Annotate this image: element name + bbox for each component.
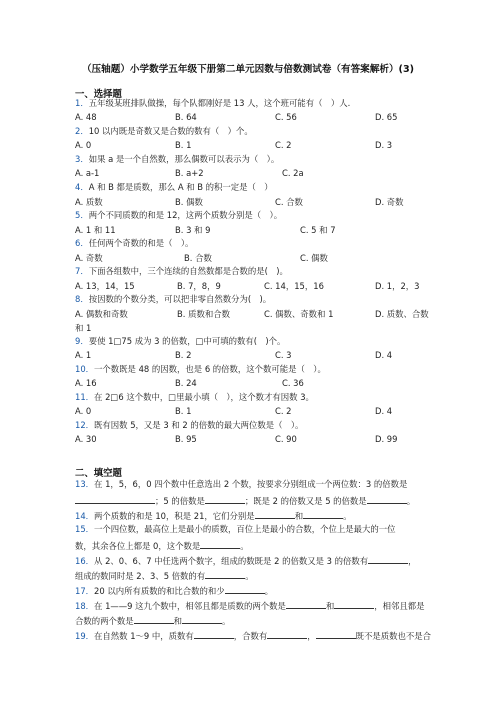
- question-stem: [75, 238, 193, 249]
- question-number: 13．: [75, 479, 95, 489]
- question-number: 15．: [75, 524, 95, 534]
- question-stem: [75, 210, 282, 221]
- answer-option: B. 64: [175, 112, 197, 122]
- answer-blank[interactable]: [267, 629, 307, 639]
- answer-blank[interactable]: [205, 569, 245, 579]
- answer-option: C. 56: [275, 112, 297, 122]
- fill-question-line: [75, 509, 351, 522]
- answer-option: B. 3 和 9: [175, 225, 211, 235]
- question-text: 。: [240, 541, 249, 551]
- answer-blank[interactable]: [115, 494, 155, 504]
- answer-option: D. 4: [375, 350, 393, 360]
- answer-blank[interactable]: [367, 494, 407, 504]
- answer-option: C. 合数: [275, 197, 303, 207]
- question-text: ，: [408, 556, 417, 566]
- question-text: 按因数的个数分类，可以把非零自然数分为( )。: [88, 294, 272, 304]
- question-text: 要使 1□75 成为 3 的倍数，□中可填的数有( )个。: [88, 336, 286, 346]
- answer-option: C. 3: [275, 350, 292, 360]
- fill-question-line: [75, 599, 425, 612]
- fill-question-line: [75, 554, 417, 567]
- question-number: 2．: [75, 126, 89, 136]
- question-number: 5．: [75, 210, 89, 220]
- question-text: 在 1，5，6，0 四个数中任意选出 2 个数，按要求分别组成一个两位数：3 的倍数是: [94, 479, 408, 489]
- question-text: 两个不同质数的和是 12，这两个质数分别是（ ）。: [88, 210, 283, 220]
- answer-option: A. a-1: [75, 168, 100, 178]
- answer-option: A. 质数: [75, 197, 103, 207]
- answer-option: A. 30: [75, 434, 97, 444]
- section-heading-choice: 一、选择题: [75, 89, 122, 100]
- question-number: 8．: [75, 294, 89, 304]
- answer-option: C. 2a: [282, 168, 304, 178]
- question-text: 。: [343, 511, 352, 521]
- question-stem: [75, 336, 285, 347]
- question-text: 从 2、0、6、7 中任选两个数字，组成的数既是 2 的倍数又是 3 的倍数有: [94, 556, 369, 566]
- answer-blank[interactable]: [316, 629, 356, 639]
- section-heading-fill: 二、填空题: [75, 468, 122, 479]
- question-number: 14．: [75, 511, 95, 521]
- answer-option: A. 0: [75, 406, 92, 416]
- question-stem: [75, 364, 326, 375]
- answer-option: C. 2: [275, 406, 292, 416]
- answer-blank[interactable]: [134, 614, 174, 624]
- question-number: 16．: [75, 556, 95, 566]
- fill-question-line: [75, 584, 273, 597]
- fill-question-line: [75, 494, 415, 507]
- fill-question-line: [75, 524, 396, 535]
- question-text: 如果 a 是一个自然数，那么偶数可以表示为（ ）。: [88, 154, 280, 164]
- answer-option: D. 4: [375, 406, 393, 416]
- answer-option: C. 90: [275, 434, 297, 444]
- question-number: 7．: [75, 266, 89, 276]
- answer-option: C. 5 和 7: [300, 225, 336, 235]
- question-stem: [75, 98, 350, 109]
- answer-option: A. 48: [75, 112, 97, 122]
- answer-blank[interactable]: [200, 539, 240, 549]
- question-text: ；5 的倍数是: [155, 496, 205, 506]
- question-number: 19．: [75, 631, 95, 641]
- answer-option: D. 3: [375, 140, 393, 150]
- fill-question-line: [75, 629, 431, 642]
- answer-option: A. 偶数和奇数: [75, 309, 128, 319]
- answer-blank[interactable]: [286, 599, 326, 609]
- question-text: 10 以内既是奇数又是合数的数有（ ）个。: [88, 126, 253, 136]
- question-text: 组成的数同时是 2、3、5 倍数的有: [75, 571, 206, 581]
- answer-option: B. 95: [175, 434, 197, 444]
- question-text: 既不是质数也不是合: [355, 631, 432, 641]
- question-stem: [75, 420, 303, 431]
- answer-blank[interactable]: [225, 584, 265, 594]
- fill-question-line: [75, 539, 249, 552]
- answer-option: B. 2: [175, 350, 192, 360]
- question-number: 17．: [75, 586, 95, 596]
- question-text: ；既是 2 的倍数又是 5 的倍数是: [244, 496, 367, 506]
- question-text: 和: [325, 601, 335, 611]
- fill-question-line: [75, 614, 230, 627]
- answer-blank[interactable]: [194, 629, 234, 639]
- answer-option: D. 99: [375, 434, 398, 444]
- question-text: 。: [264, 586, 273, 596]
- question-stem: [75, 294, 271, 305]
- answer-option: B. 1: [175, 406, 192, 416]
- answer-option: C. 36: [282, 378, 304, 388]
- answer-option: A. 13，14，15: [75, 281, 135, 291]
- question-stem: [75, 154, 279, 165]
- question-number: 9．: [75, 336, 89, 346]
- answer-blank[interactable]: [75, 494, 115, 504]
- question-text: 一个数既是 48 的因数，也是 6 的倍数，这个数可能是（ ）。: [94, 364, 326, 374]
- fill-question-line: [75, 479, 407, 490]
- question-stem: [75, 266, 288, 277]
- answer-option: A. 0: [75, 140, 92, 150]
- question-text: 。: [245, 571, 254, 581]
- question-number: 11．: [75, 392, 95, 402]
- question-text: 和: [173, 616, 182, 626]
- question-number: 6．: [75, 238, 89, 248]
- question-number: 4．: [75, 182, 89, 192]
- question-text: 一个四位数，最高位上是最小的质数，百位上是最小的合数，个位上是最大的一位: [94, 524, 396, 534]
- question-text: 既有因数 5，又是 3 和 2 的倍数的最大两位数是（ ）。: [94, 420, 304, 430]
- answer-option-wrap: 和 1: [75, 323, 92, 333]
- question-text: 数，其余各位上都是 0，这个数是: [75, 541, 201, 551]
- question-text: 两个质数的和是 10，积是 21，它们分别是: [94, 511, 255, 521]
- question-text: 。: [222, 616, 231, 626]
- question-text: 在 2□6 这个数中，□里最小填（ ），这个数才有因数 3。: [94, 392, 314, 402]
- answer-option: B. a+2: [175, 168, 204, 178]
- question-text: ，合数有: [233, 631, 268, 641]
- answer-option: C. 偶数: [300, 253, 328, 263]
- answer-option: C. 2: [275, 140, 292, 150]
- question-number: 18．: [75, 601, 95, 611]
- answer-option: B. 偶数: [175, 197, 203, 207]
- question-text: 合数的两个数是: [75, 616, 134, 626]
- answer-option: A. 1 和 11: [75, 225, 116, 235]
- answer-blank[interactable]: [334, 599, 374, 609]
- answer-option: B. 7，8，9: [177, 281, 221, 291]
- question-number: 10．: [75, 364, 95, 374]
- answer-blank[interactable]: [368, 554, 408, 564]
- question-text: A 和 B 都是质数，那么 A 和 B 的积一定是（ ）: [88, 182, 273, 192]
- question-text: 。: [406, 496, 416, 506]
- question-stem: [75, 392, 314, 403]
- answer-option: D. 质数、合数: [375, 309, 429, 319]
- question-number: 12．: [75, 420, 95, 430]
- question-text: ，相邻且都是: [374, 601, 425, 611]
- answer-blank[interactable]: [303, 509, 343, 519]
- answer-blank[interactable]: [255, 509, 295, 519]
- fill-question-line: [75, 569, 254, 582]
- answer-blank[interactable]: [205, 494, 245, 504]
- answer-option: B. 合数: [184, 253, 212, 263]
- answer-option: C. 偶数、奇数和 1: [264, 309, 334, 319]
- question-text: 在 1——9 这九个数中，相邻且都是质数的两个数是: [94, 601, 286, 611]
- answer-option: D. 1，2，3: [375, 281, 420, 291]
- answer-option: D. 奇数: [375, 197, 404, 207]
- page-title: （压轴题）小学数学五年级下册第二单元因数与倍数测试卷（有答案解析）(3): [81, 64, 415, 75]
- question-stem: [75, 182, 273, 193]
- answer-option: C. 14，15，16: [264, 281, 324, 291]
- answer-option: D. 65: [375, 112, 398, 122]
- question-text: 和: [294, 511, 304, 521]
- answer-option: B. 1: [175, 140, 192, 150]
- question-text: 在自然数 1～9 中，质数有: [94, 631, 194, 641]
- question-text: 20 以内所有质数的和比合数的和少: [94, 586, 225, 596]
- question-text: 五年级某班排队做操，每个队都刚好是 13 人，这个班可能有（ ）人.: [88, 98, 351, 108]
- question-stem: [75, 126, 253, 137]
- question-number: 3．: [75, 154, 89, 164]
- question-text: ，: [307, 631, 316, 641]
- answer-blank[interactable]: [182, 614, 222, 624]
- answer-option: A. 16: [75, 378, 97, 388]
- question-text: 任何两个奇数的和是（ ）。: [88, 238, 194, 248]
- answer-option: A. 1: [75, 350, 92, 360]
- question-text: 下面各组数中，三个连续的自然数都是合数的是( )。: [88, 266, 288, 276]
- answer-option: B. 质数和合数: [177, 309, 230, 319]
- answer-option: A. 奇数: [75, 253, 103, 263]
- answer-option: B. 24: [175, 378, 197, 388]
- question-number: 1．: [75, 98, 89, 108]
